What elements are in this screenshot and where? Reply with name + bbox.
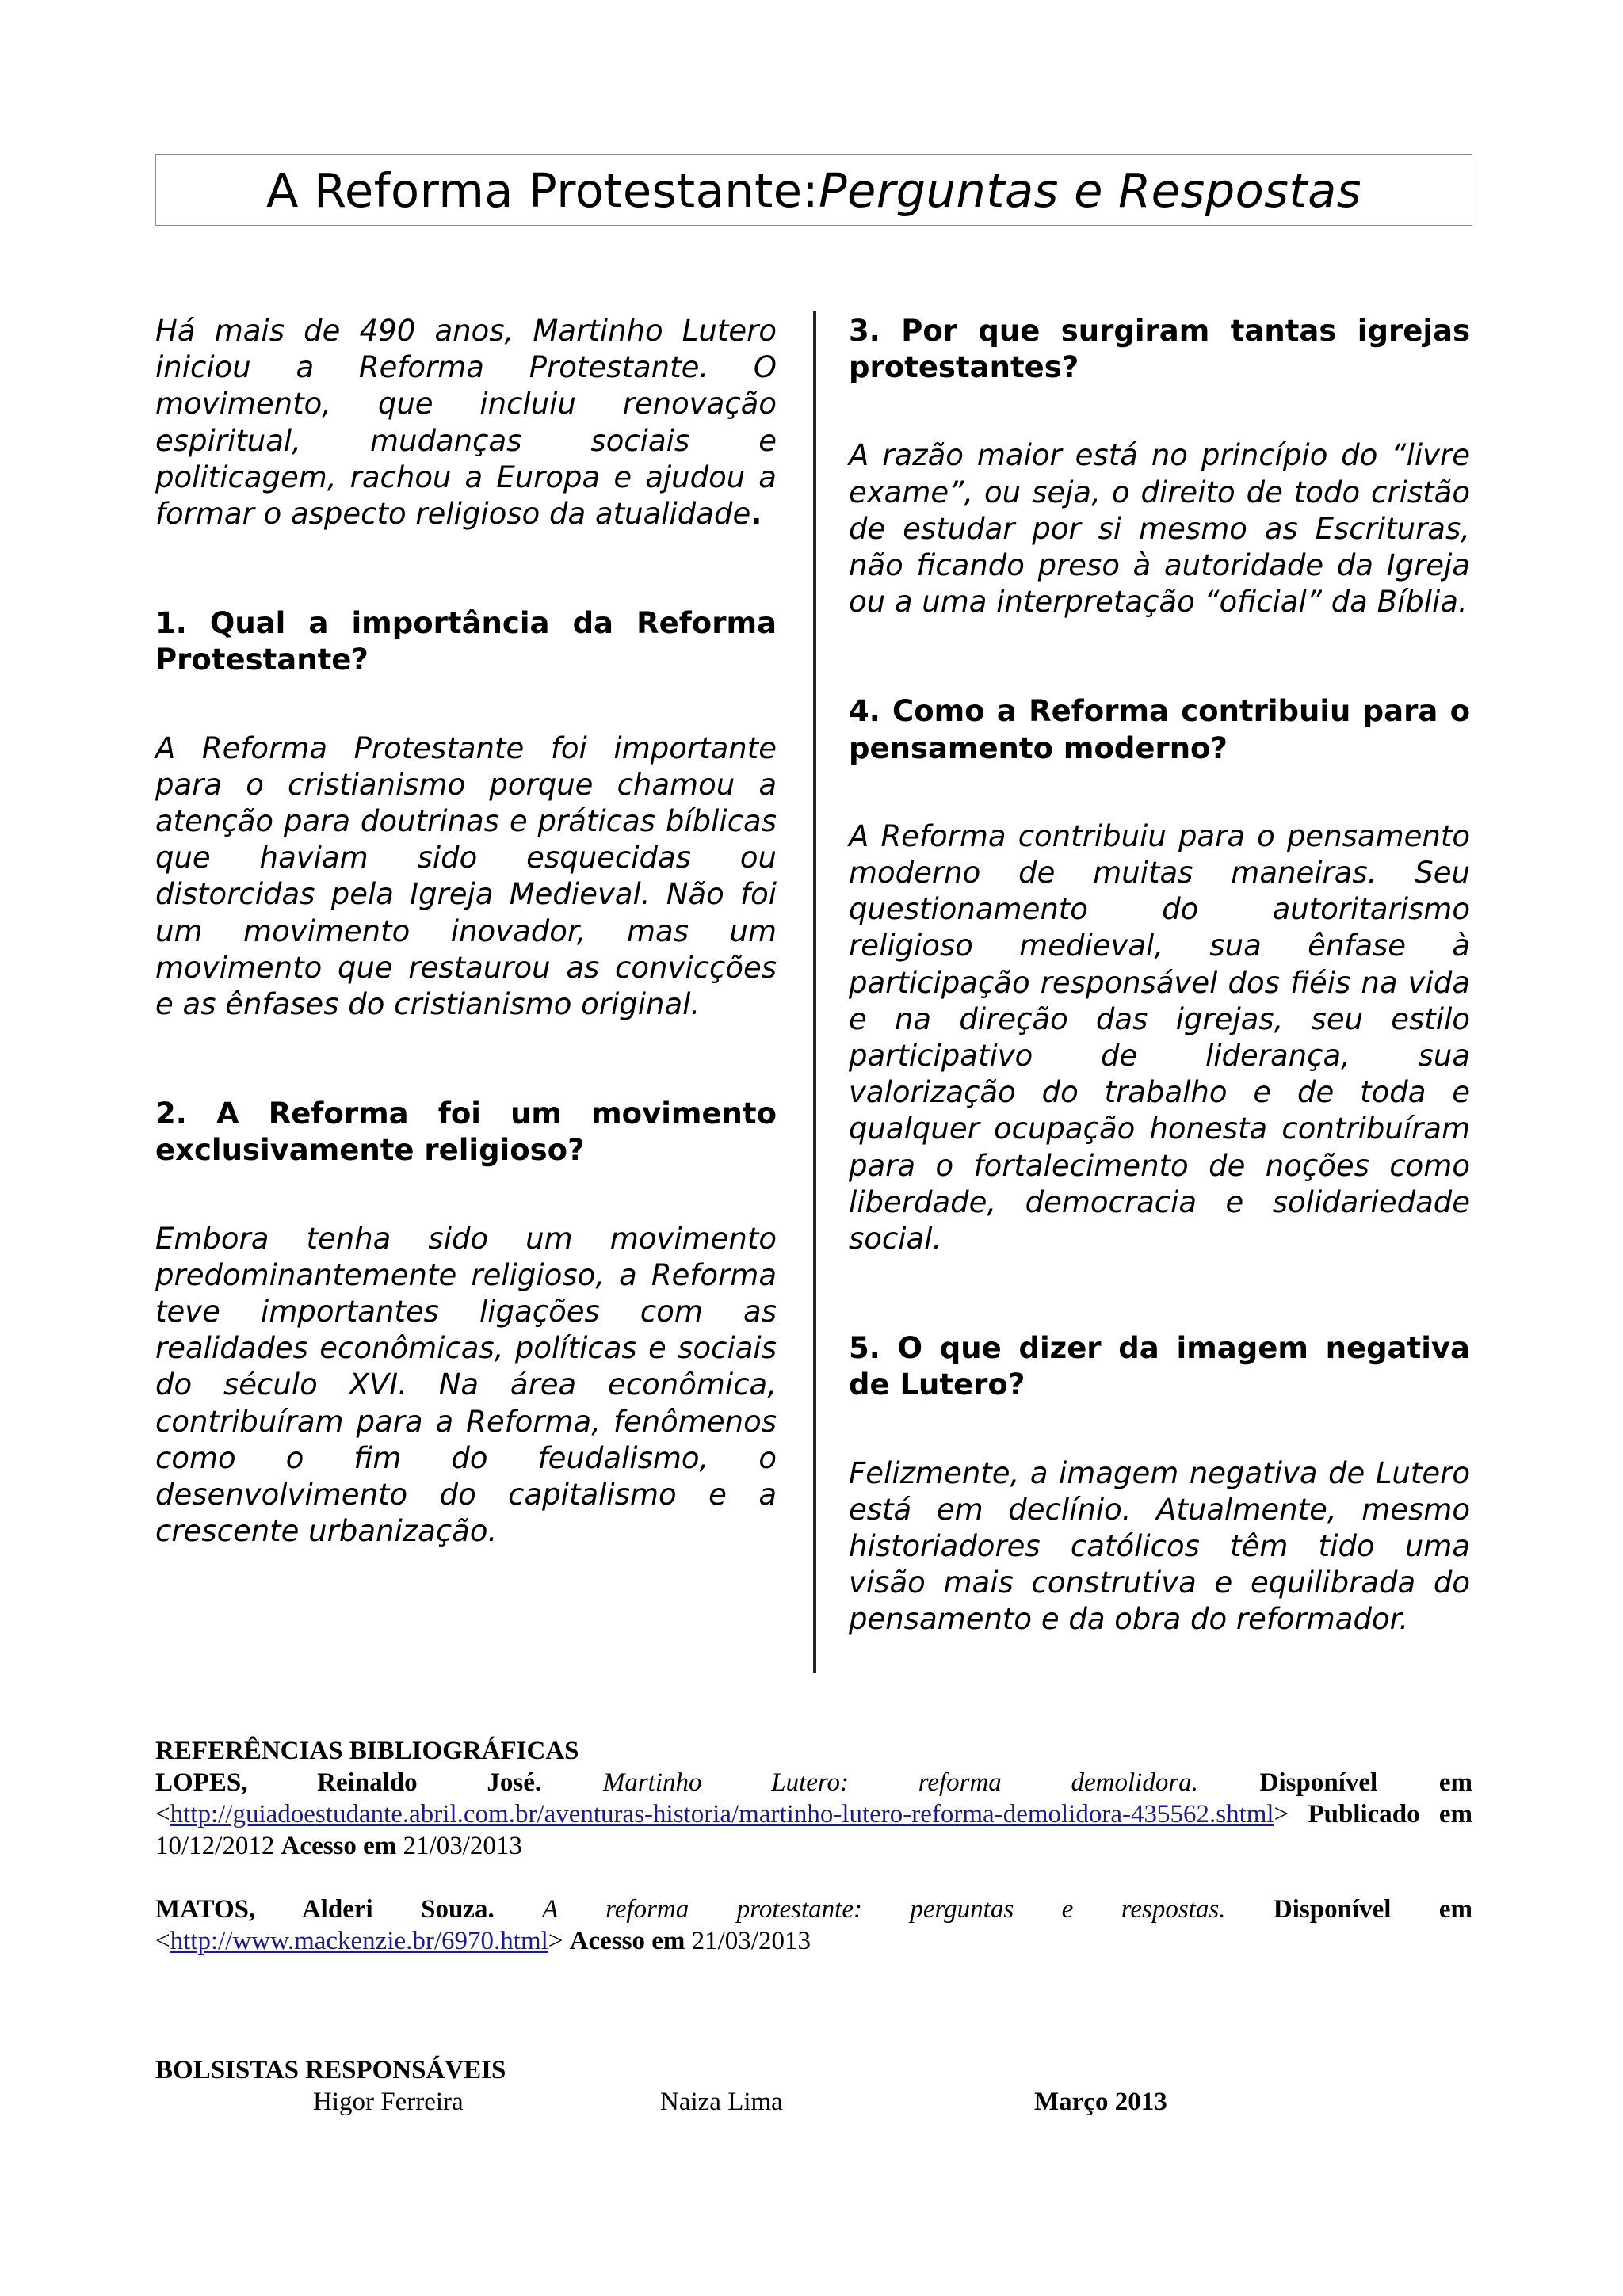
question-2: 2. A Reforma foi um movimento exclusivamente religioso? <box>155 1097 777 1168</box>
page-title <box>155 154 1472 226</box>
left-column <box>155 313 777 1550</box>
question-1: 1. Qual a importância da Reforma Protestante? <box>155 606 777 677</box>
reference-1: LOPES, Reinaldo José. Martinho Lutero: reforma demolidora. Disponível em <http://guiadoestudante.abril.com.br/aventuras-historia/martinho-lutero-reforma-demolidora-435562.shtml> Publicado em 10/12/2012 Acesso em 21/03/2013 <box>155 1768 1473 1860</box>
intro-paragraph: Há mais de 490 anos, Martinho Lutero iniciou a Reforma Protestante. O movimento, que incluiu renovação espiritual, mudanças sociais e politicagem, rachou a Europa e ajudou a formar o aspecto religioso da atualidade. <box>155 314 777 532</box>
authors-heading: BOLSISTAS RESPONSÁVEIS <box>155 2056 506 2084</box>
reference-1-link[interactable]: http://guiadoestudante.abril.com.br/aventuras-historia/martinho-lutero-reforma-demolidora-435562.shtml <box>170 1800 1274 1829</box>
question-4: 4. Como a Reforma contribuiu para o pensamento moderno? <box>849 694 1470 765</box>
references-heading: REFERÊNCIAS BIBLIOGRÁFICAS <box>155 1737 579 1765</box>
answer-2: Embora tenha sido um movimento predominantemente religioso, a Reforma teve importantes ligações com as realidades econômicas, políticas e sociais do século XVI. Na área econômica, contribuíram para a Reforma, fenômenos como o fim do feudalismo, o desenvolvimento do capitalismo e a crescente urbanização. <box>155 1221 777 1549</box>
document-date: Março 2013 <box>1034 2088 1167 2116</box>
answer-5: Felizmente, a imagem negativa de Lutero está em declínio. Atualmente, mesmo historiadores católicos têm tido uma visão mais construtiva e equilibrada do pensamento e da obra do reformador. <box>849 1455 1470 1637</box>
author-name: Higor Ferreira <box>313 2088 464 2116</box>
title-italic: Perguntas e Respostas <box>818 162 1362 218</box>
answer-4: A Reforma contribuiu para o pensamento moderno de muitas maneiras. Seu questionamento do autoritarismo religioso medieval, sua ênfase à participação responsável dos fiéis na vida e na direção das igrejas, seu estilo participativo de liderança, sua valorização do trabalho e de toda e qualquer ocupação honesta contribuíram para o fortalecimento de noções como liberdade, democracia e solidariedade social. <box>849 818 1470 1257</box>
question-5: 5. O que dizer da imagem negativa de Lutero? <box>849 1331 1470 1402</box>
right-column <box>849 313 1470 1638</box>
column-divider <box>813 311 816 1673</box>
reference-2-link[interactable]: http://www.mackenzie.br/6970.html <box>170 1927 548 1955</box>
reference-2: MATOS, Alderi Souza. A reforma protestante: perguntas e respostas. Disponível em <http://www.mackenzie.br/6970.html> Acesso em 21/03/2013 <box>155 1895 1473 1955</box>
references-section <box>155 1735 1472 1957</box>
author-name: Naiza Lima <box>660 2088 783 2116</box>
answer-3: A razão maior está no princípio do “livre exame”, ou seja, o direito de todo cristão de estudar por si mesmo as Escrituras, não ficando preso à autoridade da Igreja ou a uma interpretação “oficial” da Bíblia. <box>849 438 1470 620</box>
question-3: 3. Por que surgiram tantas igrejas protestantes? <box>849 314 1470 385</box>
answer-1: A Reforma Protestante foi importante para o cristianismo porque chamou a atenção para doutrinas e práticas bíblicas que haviam sido esquecidas ou distorcidas pela Igreja Medieval. Não foi um movimento inovador, mas um movimento que restaurou as convicções e as ênfases do cristianismo original. <box>155 730 777 1022</box>
title-main: A Reforma Protestante: <box>265 162 819 218</box>
